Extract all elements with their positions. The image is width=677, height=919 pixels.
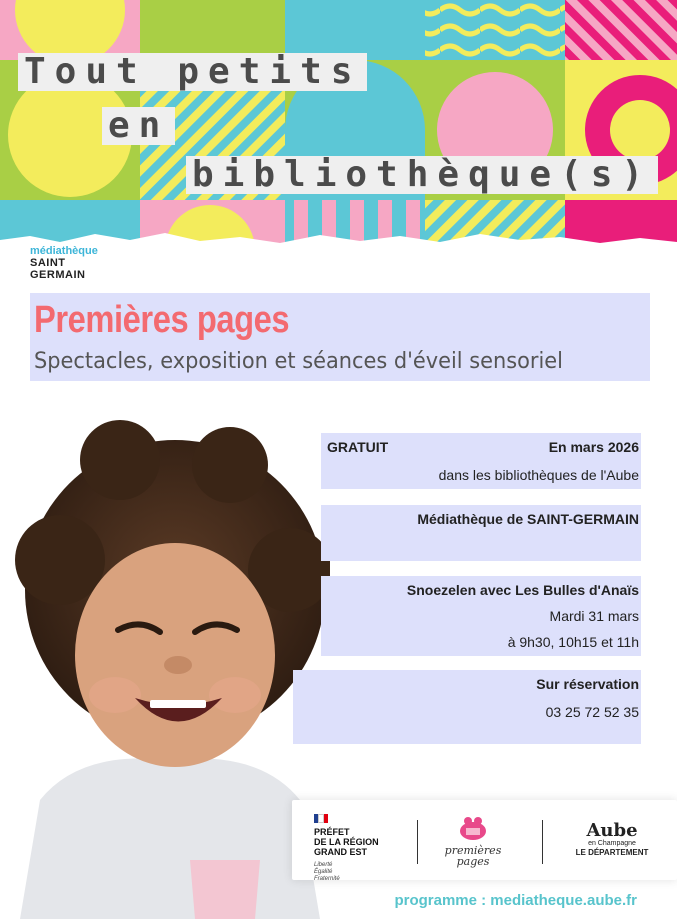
row-event [321, 576, 641, 604]
partner-logos-card [292, 800, 677, 880]
page-subtitle: Spectacles, exposition et séances d'éveil sensoriel [34, 349, 563, 374]
aube-name: Aube [586, 820, 638, 841]
prefet-line-3: GRAND EST [314, 847, 368, 857]
motto-1: Liberté [314, 862, 333, 868]
motto-3: Fraternité [314, 876, 340, 882]
reading-character-icon [458, 814, 488, 840]
row-empty [321, 533, 641, 561]
booking-label: Sur réservation [536, 676, 639, 692]
day-label: Mardi 31 mars [549, 608, 639, 624]
child-photo [0, 420, 330, 919]
event-label: Snoezelen avec Les Bulles d'Anaïs [406, 582, 639, 598]
divider [542, 820, 543, 864]
divider [417, 820, 418, 864]
mediatheque-saint-germain-logo [30, 246, 120, 281]
row-times [321, 628, 641, 656]
banner-title-line-2: en [102, 107, 175, 145]
aube-dept: LE DÉPARTEMENT [575, 848, 649, 857]
prefet-line-1: PRÉFET [314, 827, 350, 837]
where-label: dans les bibliothèques de l'Aube [438, 467, 639, 483]
banner-title-line-3: bibliothèque(s) [186, 156, 658, 194]
phone-number: 03 25 72 52 35 [545, 704, 639, 720]
row-blank [293, 724, 641, 744]
premieres-pages-logo [438, 814, 508, 867]
row-venue [321, 505, 641, 533]
row-day [321, 602, 641, 630]
logo-line-2: SAINT GERMAIN [30, 257, 86, 281]
page-title: Premières pages [34, 299, 290, 341]
motto-2: Égalité [314, 869, 333, 875]
pp-logo-line-1: premières [444, 844, 502, 857]
row-where [321, 461, 641, 489]
aube-tagline: en Champagne [588, 840, 636, 847]
logo-line-1: médiathèque [30, 245, 98, 257]
prefet-line-2: DE LA RÉGION [314, 837, 379, 847]
row-free-date [321, 433, 641, 461]
programme-link[interactable]: programme : mediatheque.aube.fr [394, 892, 637, 909]
aube-departement-logo [562, 822, 662, 858]
smiling-child-illustration [0, 420, 330, 919]
row-booking [293, 670, 641, 698]
french-flag-icon [314, 814, 328, 823]
banner-title-line-1: Tout petits [18, 53, 367, 91]
prefet-grand-est-logo [314, 814, 379, 883]
times-label: à 9h30, 10h15 et 11h [507, 634, 639, 650]
date-label: En mars 2026 [548, 439, 639, 455]
free-label: GRATUIT [327, 439, 389, 455]
header-box [30, 293, 650, 381]
venue-label: Médiathèque de SAINT-GERMAIN [417, 511, 639, 527]
row-phone [293, 698, 641, 726]
pp-logo-line-2: pages [456, 855, 490, 868]
